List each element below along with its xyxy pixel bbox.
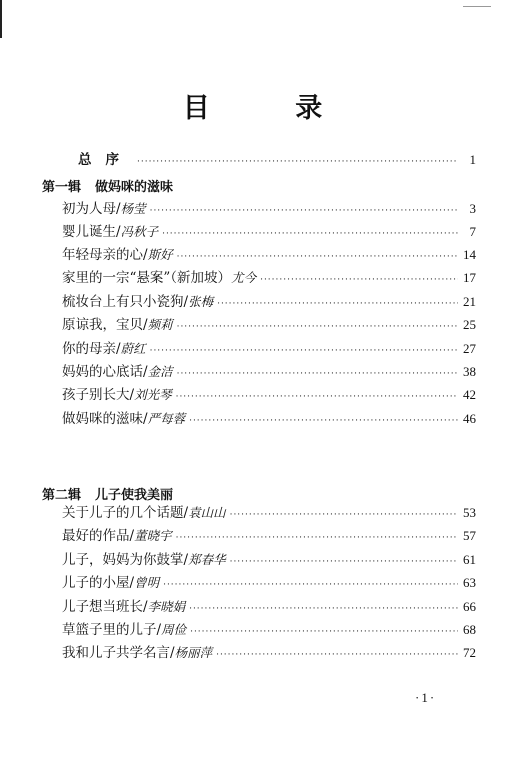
toc-row[interactable]: 孩子别长大/刘光琴 ····· 42 [62,385,476,405]
toc-row[interactable]: 年轻母亲的心/斯好 ····· 14 [62,245,476,265]
section-number: 第二辑 [42,488,82,503]
item-author: 频莉 [147,317,173,332]
item-author: 刘光琴 [134,387,172,402]
page-number: 66 [463,599,476,614]
leader-dots [230,552,458,572]
item-author: 金洁 [147,364,173,379]
toc-row[interactable]: 我和儿子共学名言/杨丽萍 ····· 72 [62,643,476,663]
item-author: 张梅 [188,294,214,309]
page-number: 42 [463,387,476,402]
page-number: 17 [463,270,476,285]
page-number: 68 [463,622,476,637]
leader-dots [176,387,458,407]
section-heading-2 [42,484,173,503]
section-number: 第一辑 [42,180,82,195]
leader-dots [216,645,458,665]
item-author: 严每蓉 [147,411,186,426]
toc-row[interactable]: 你的母亲/蔚红 ····· 27 [62,339,476,359]
item-author: 郑春华 [188,552,226,567]
leader-dots [177,317,458,337]
page-title: 目 录 [182,93,361,124]
item-title: 我和儿子共学名言 [62,645,170,661]
toc-row[interactable]: 梳妆台上有只小瓷狗/张梅 ····· 21 [62,292,476,312]
leader-dots [189,599,458,619]
page-number: 53 [463,505,476,520]
item-title: 草篮子里的儿子 [62,622,157,638]
preface-label: 总序 [78,152,133,168]
leader-dots [260,270,458,290]
leader-dots [230,505,458,525]
item-author: 蔚红 [120,341,146,356]
item-author: 杨莹 [120,201,146,216]
item-title: 妈妈的心底话 [62,364,143,380]
leader-dots [177,247,458,267]
page-number: 3 [469,201,476,216]
toc-row[interactable]: 儿子，妈妈为你鼓掌/郑春华 ····· 61 [62,550,476,570]
page-number: 57 [463,528,476,543]
toc-row[interactable]: 做妈咪的滋味/严每蓉 ····· 46 [62,409,476,429]
page-number: 14 [463,247,476,262]
item-title: 你的母亲 [62,341,116,357]
item-author: 董晓宇 [134,528,172,543]
section-heading-1 [42,176,173,195]
toc-row[interactable]: 儿子的小屋/曾明 ····· 63 [62,573,476,593]
item-title: 儿子想当班长 [62,599,143,615]
item-author: 斯好 [147,247,173,262]
toc-row-preface[interactable] [78,150,476,170]
toc-row[interactable]: 草篮子里的儿子/周俭 ····· 68 [62,620,476,640]
item-title: 年轻母亲的心 [62,247,143,263]
page-number: 1 [469,152,476,167]
leader-dots [176,528,458,548]
page-number: 46 [463,411,476,426]
leader-dots [162,224,458,244]
toc-row[interactable]: 最好的作品/董晓宇 ····· 57 [62,526,476,546]
item-title: 孩子别长大 [62,387,130,403]
footer-page-number: ·1· [415,690,437,705]
leader-dots [190,622,458,642]
page-number: 27 [463,341,476,356]
toc-row[interactable]: 关于儿子的几个话题/袁山山 ····· 53 [62,503,476,523]
leader-dots [163,575,458,595]
item-author: 袁山山 [188,505,226,520]
item-title: 儿子，妈妈为你鼓掌 [62,552,184,568]
item-author: 冯秋子 [120,224,159,239]
item-author: 杨丽萍 [174,645,213,660]
page-number: 61 [463,552,476,567]
toc-row[interactable]: 婴儿诞生/冯秋子 ····· 7 [62,222,476,242]
toc-row[interactable]: 妈妈的心底话/金洁 ····· 38 [62,362,476,382]
item-title: 儿子的小屋 [62,575,130,591]
leader-dots [217,294,458,314]
toc-row[interactable] [62,268,476,288]
leader-dots [150,201,458,221]
page-number: 25 [463,317,476,332]
toc-row[interactable]: 初为人母/杨莹 ····· 3 [62,199,476,219]
item-title: 家里的一宗“悬案”（新加坡） [62,270,232,286]
toc-row[interactable]: 儿子想当班长/李晓娟 ····· 66 [62,597,476,617]
item-author: 周俭 [161,622,187,637]
toc-row[interactable]: 原谅我，宝贝/频莉 ····· 25 [62,315,476,335]
leader-dots [150,341,458,361]
item-title: 做妈咪的滋味 [62,411,143,427]
item-title: 梳妆台上有只小瓷狗 [62,294,184,310]
item-author: 李晓娟 [147,599,186,614]
item-title: 初为人母 [62,201,116,217]
page-number: 72 [463,645,476,660]
section-title: 儿子使我美丽 [95,488,174,503]
item-author: 尤今 [231,270,257,285]
item-title: 最好的作品 [62,528,130,544]
item-title: 关于儿子的几个话题 [62,505,184,521]
page-number: 7 [469,224,476,239]
leader-dots [137,152,458,172]
scan-edge-mark [463,6,491,7]
leader-dots [177,364,458,384]
page-number: 63 [463,575,476,590]
page-number: 21 [463,294,476,309]
item-title: 婴儿诞生 [62,224,116,240]
page-number: 38 [463,364,476,379]
item-author: 曾明 [134,575,160,590]
item-title: 原谅我，宝贝 [62,317,143,333]
scan-edge-line [0,0,2,38]
section-title: 做妈咪的滋味 [95,180,174,195]
leader-dots [189,411,458,431]
